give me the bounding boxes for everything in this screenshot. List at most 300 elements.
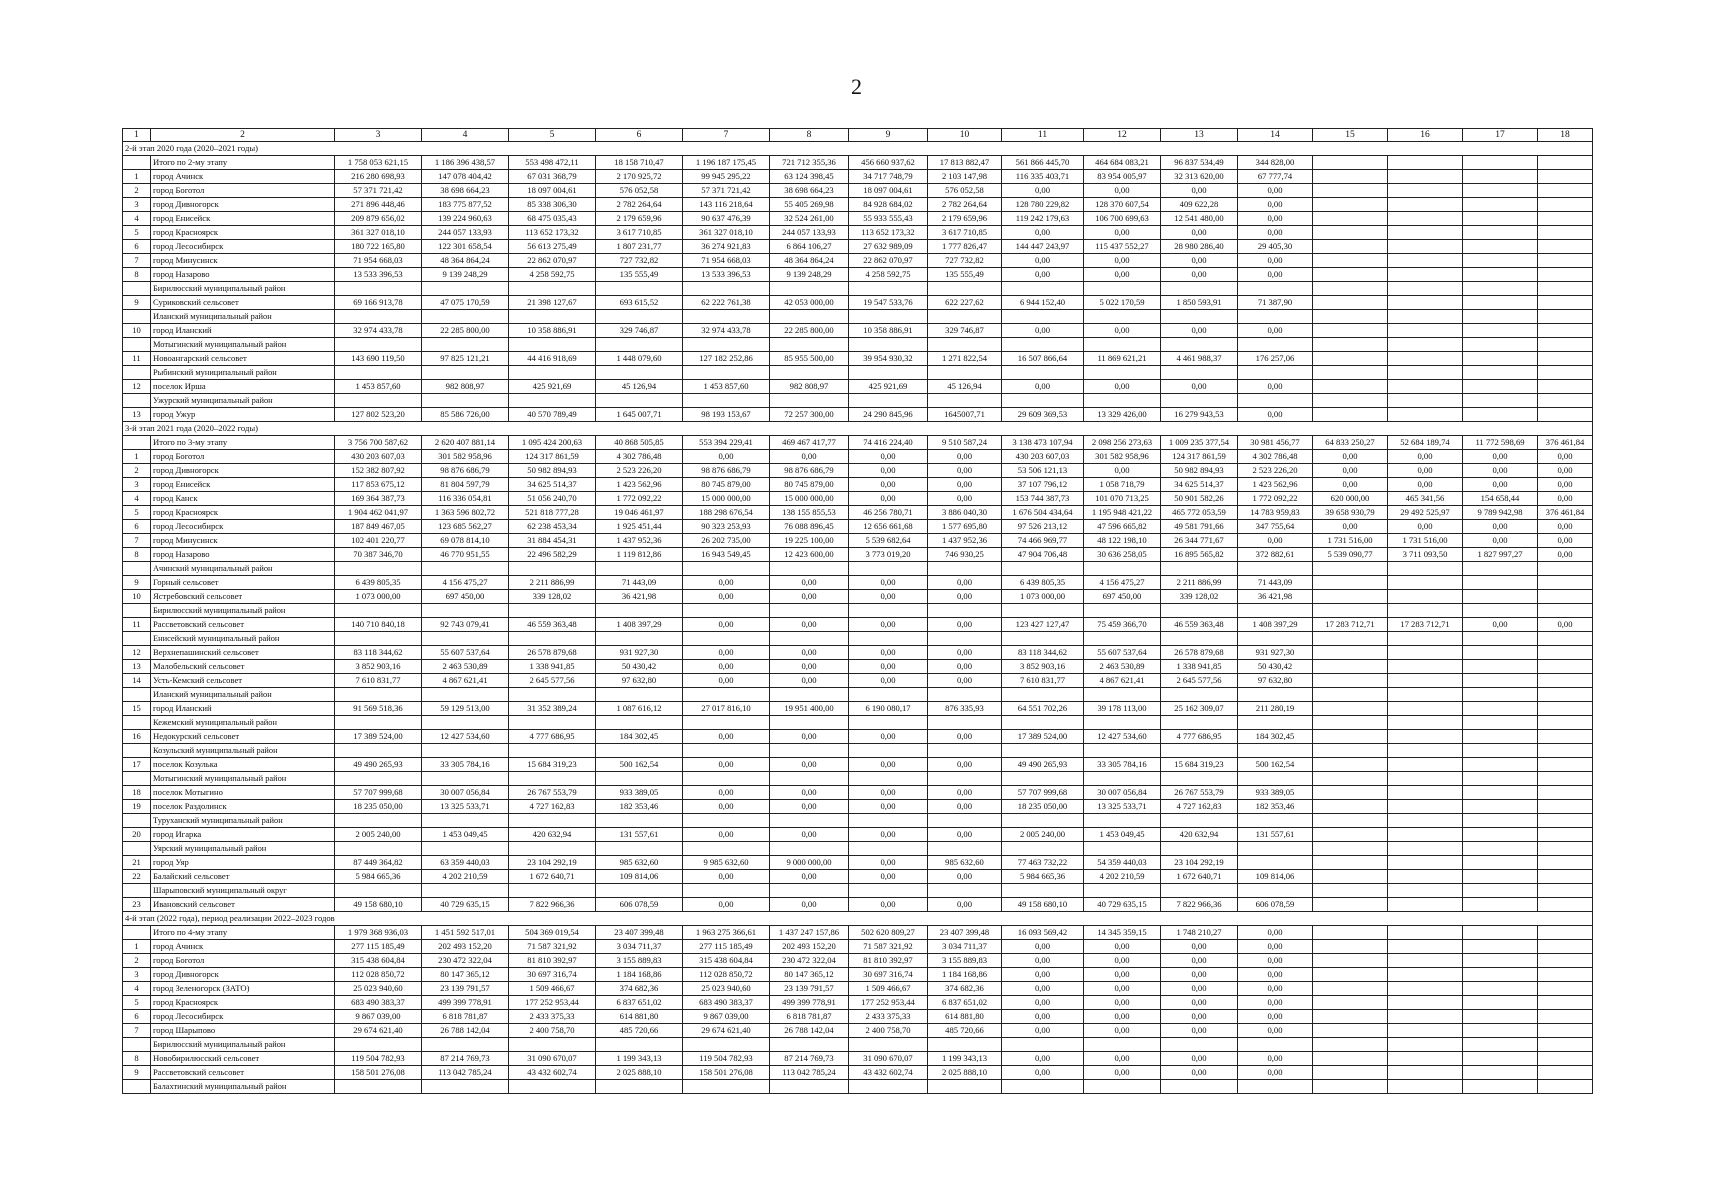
- value-cell: [1538, 940, 1593, 954]
- table-cell: [1463, 744, 1538, 758]
- value-cell: [1538, 352, 1593, 366]
- municipality-name: город Назарово: [151, 548, 335, 562]
- table-cell: [1161, 1080, 1238, 1094]
- value-cell: 7 822 966,36: [509, 898, 596, 912]
- value-cell: 26 578 879,68: [509, 646, 596, 660]
- municipality-name: город Минусинск: [151, 534, 335, 548]
- value-cell: 29 405,30: [1238, 240, 1313, 254]
- value-cell: 127 802 523,20: [335, 408, 422, 422]
- value-cell: 92 743 079,41: [422, 618, 509, 632]
- value-cell: 0,00: [1538, 478, 1593, 492]
- value-cell: 0,00: [849, 800, 928, 814]
- value-cell: 102 401 220,77: [335, 534, 422, 548]
- table-cell: [928, 282, 1002, 296]
- value-cell: 4 727 162,83: [509, 800, 596, 814]
- row-number: 15: [123, 702, 151, 716]
- value-cell: 17 389 524,00: [335, 730, 422, 744]
- table-cell: [683, 688, 770, 702]
- value-cell: 11 772 598,69: [1463, 436, 1538, 450]
- value-cell: 7 610 831,77: [1002, 674, 1084, 688]
- value-cell: 0,00: [1238, 982, 1313, 996]
- value-cell: 74 416 224,40: [849, 436, 928, 450]
- table-cell: [770, 366, 849, 380]
- value-cell: 933 389,05: [1238, 786, 1313, 800]
- value-cell: 17 813 882,47: [928, 156, 1002, 170]
- value-cell: [1313, 940, 1388, 954]
- table-cell: [1388, 562, 1463, 576]
- value-cell: [1313, 184, 1388, 198]
- value-cell: 1 672 640,71: [1161, 870, 1238, 884]
- table-row: [123, 156, 1593, 170]
- table-row: [123, 856, 1593, 870]
- column-number: 13: [1161, 129, 1238, 142]
- value-cell: 29 674 621,40: [335, 1024, 422, 1038]
- table-cell: [1463, 394, 1538, 408]
- municipality-name: город Дивногорск: [151, 968, 335, 982]
- value-cell: 2 179 659,96: [596, 212, 683, 226]
- value-cell: 158 501 276,08: [683, 1066, 770, 1080]
- value-cell: 420 632,94: [1161, 828, 1238, 842]
- district-name: Рыбинский муниципальный район: [151, 366, 335, 380]
- table-cell: [422, 632, 509, 646]
- value-cell: 30 007 056,84: [422, 786, 509, 800]
- municipality-name: город Канск: [151, 492, 335, 506]
- value-cell: 985 632,60: [596, 856, 683, 870]
- value-cell: 64 833 250,27: [1313, 436, 1388, 450]
- value-cell: 0,00: [1238, 226, 1313, 240]
- row-number: [123, 394, 151, 408]
- value-cell: 0,00: [770, 828, 849, 842]
- value-cell: 727 732,82: [928, 254, 1002, 268]
- row-number: 18: [123, 786, 151, 800]
- table-cell: [770, 310, 849, 324]
- value-cell: 721 712 355,36: [770, 156, 849, 170]
- value-cell: [1388, 660, 1463, 674]
- value-cell: 0,00: [1002, 996, 1084, 1010]
- value-cell: 0,00: [1238, 954, 1313, 968]
- table-row: [123, 618, 1593, 632]
- value-cell: 0,00: [1161, 184, 1238, 198]
- value-cell: 0,00: [928, 646, 1002, 660]
- value-cell: 0,00: [683, 576, 770, 590]
- row-number: [123, 632, 151, 646]
- value-cell: 0,00: [1538, 450, 1593, 464]
- value-cell: 119 504 782,93: [335, 1052, 422, 1066]
- table-cell: [335, 310, 422, 324]
- value-cell: 90 637 476,39: [683, 212, 770, 226]
- table-cell: [849, 884, 928, 898]
- value-cell: 90 323 253,93: [683, 520, 770, 534]
- value-cell: 12 423 600,00: [770, 548, 849, 562]
- value-cell: 6 837 651,02: [928, 996, 1002, 1010]
- value-cell: 0,00: [1002, 226, 1084, 240]
- table-cell: [596, 716, 683, 730]
- table-cell: [596, 310, 683, 324]
- value-cell: [1538, 758, 1593, 772]
- value-cell: [1538, 576, 1593, 590]
- value-cell: 16 895 565,82: [1161, 548, 1238, 562]
- value-cell: 50 430,42: [1238, 660, 1313, 674]
- value-cell: 64 551 702,26: [1002, 702, 1084, 716]
- value-cell: 26 344 771,67: [1161, 534, 1238, 548]
- table-cell: [683, 814, 770, 828]
- table-cell: [335, 1080, 422, 1094]
- table-cell: [422, 282, 509, 296]
- value-cell: 0,00: [1084, 940, 1161, 954]
- value-cell: 49 158 680,10: [335, 898, 422, 912]
- value-cell: 1 195 948 421,22: [1084, 506, 1161, 520]
- value-cell: [1313, 954, 1388, 968]
- table-cell: [1161, 604, 1238, 618]
- value-cell: 6 818 781,87: [422, 1010, 509, 1024]
- value-cell: 84 928 684,02: [849, 198, 928, 212]
- value-cell: [1463, 1010, 1538, 1024]
- table-cell: [928, 814, 1002, 828]
- municipality-name: Новоангарский сельсовет: [151, 352, 335, 366]
- value-cell: 4 777 686,95: [509, 730, 596, 744]
- value-cell: 33 305 784,16: [1084, 758, 1161, 772]
- row-number: 10: [123, 590, 151, 604]
- table-row: [123, 506, 1593, 520]
- district-name: Иланский муниципальный район: [151, 688, 335, 702]
- row-number: [123, 1038, 151, 1052]
- district-name: Балахтинский муниципальный район: [151, 1080, 335, 1094]
- value-cell: 0,00: [928, 758, 1002, 772]
- table-cell: [1463, 1080, 1538, 1094]
- value-cell: 0,00: [1002, 268, 1084, 282]
- value-cell: 83 954 005,97: [1084, 170, 1161, 184]
- value-cell: 1 453 049,45: [1084, 828, 1161, 842]
- value-cell: 0,00: [1238, 926, 1313, 940]
- value-cell: 3 155 889,83: [596, 954, 683, 968]
- value-cell: 23 104 292,19: [509, 856, 596, 870]
- table-cell: [509, 884, 596, 898]
- value-cell: 36 274 921,83: [683, 240, 770, 254]
- value-cell: 0,00: [1002, 1066, 1084, 1080]
- table-cell: [928, 1080, 1002, 1094]
- value-cell: 3 155 889,83: [928, 954, 1002, 968]
- value-cell: [1238, 856, 1313, 870]
- value-cell: [1538, 856, 1593, 870]
- table-cell: [596, 1038, 683, 1052]
- value-cell: 1 184 168,86: [928, 968, 1002, 982]
- value-cell: 19 951 400,00: [770, 702, 849, 716]
- value-cell: 27 632 989,09: [849, 240, 928, 254]
- value-cell: 46 559 363,48: [1161, 618, 1238, 632]
- value-cell: 1 758 053 621,15: [335, 156, 422, 170]
- value-cell: 10 358 886,91: [849, 324, 928, 338]
- table-cell: [1388, 282, 1463, 296]
- table-cell: [849, 394, 928, 408]
- value-cell: 0,00: [770, 800, 849, 814]
- table-cell: [1238, 282, 1313, 296]
- district-name: Козульский муниципальный район: [151, 744, 335, 758]
- value-cell: 131 557,61: [596, 828, 683, 842]
- value-cell: 177 252 953,44: [849, 996, 928, 1010]
- table-cell: [1538, 310, 1593, 324]
- value-cell: 13 533 396,53: [335, 268, 422, 282]
- table-cell: [1313, 884, 1388, 898]
- value-cell: 0,00: [683, 450, 770, 464]
- table-cell: [928, 366, 1002, 380]
- district-header-row: [123, 632, 1593, 646]
- value-cell: 72 257 300,00: [770, 408, 849, 422]
- value-cell: 0,00: [849, 856, 928, 870]
- value-cell: 48 364 864,24: [770, 254, 849, 268]
- value-cell: 87 449 364,82: [335, 856, 422, 870]
- table-row: [123, 436, 1593, 450]
- value-cell: [1463, 1052, 1538, 1066]
- value-cell: 485 720,66: [928, 1024, 1002, 1038]
- table-cell: [1238, 604, 1313, 618]
- value-cell: 57 371 721,42: [335, 184, 422, 198]
- value-cell: 2 170 925,72: [596, 170, 683, 184]
- value-cell: 0,00: [849, 870, 928, 884]
- row-number: 6: [123, 240, 151, 254]
- value-cell: 40 868 505,85: [596, 436, 683, 450]
- value-cell: 1 748 210,27: [1161, 926, 1238, 940]
- value-cell: 0,00: [770, 450, 849, 464]
- table-cell: [770, 282, 849, 296]
- municipality-name: город Иланский: [151, 324, 335, 338]
- value-cell: 230 472 322,04: [770, 954, 849, 968]
- value-cell: [1463, 408, 1538, 422]
- table-cell: [928, 632, 1002, 646]
- value-cell: 622 227,62: [928, 296, 1002, 310]
- row-number: [123, 688, 151, 702]
- value-cell: 143 690 119,50: [335, 352, 422, 366]
- table-row: [123, 786, 1593, 800]
- row-number: 5: [123, 996, 151, 1010]
- value-cell: 11 869 621,21: [1084, 352, 1161, 366]
- row-number: 3: [123, 478, 151, 492]
- value-cell: 49 158 680,10: [1002, 898, 1084, 912]
- value-cell: 2 400 758,70: [849, 1024, 928, 1038]
- value-cell: [1538, 954, 1593, 968]
- value-cell: 4 867 621,41: [422, 674, 509, 688]
- row-number: 23: [123, 898, 151, 912]
- table-cell: [928, 310, 1002, 324]
- value-cell: [1463, 324, 1538, 338]
- table-cell: [509, 772, 596, 786]
- value-cell: 4 156 475,27: [1084, 576, 1161, 590]
- table-cell: [1463, 282, 1538, 296]
- value-cell: 16 279 943,53: [1161, 408, 1238, 422]
- value-cell: 500 162,54: [596, 758, 683, 772]
- value-cell: 1 073 000,00: [335, 590, 422, 604]
- value-cell: 80 147 365,12: [770, 968, 849, 982]
- value-cell: 0,00: [1002, 324, 1084, 338]
- table-cell: [335, 338, 422, 352]
- value-cell: 3 034 711,37: [928, 940, 1002, 954]
- table-cell: [1161, 632, 1238, 646]
- value-cell: [1538, 702, 1593, 716]
- value-cell: 135 555,49: [928, 268, 1002, 282]
- value-cell: 0,00: [1388, 450, 1463, 464]
- value-cell: 430 203 607,03: [1002, 450, 1084, 464]
- value-cell: 123 427 127,47: [1002, 618, 1084, 632]
- value-cell: 39 178 113,00: [1084, 702, 1161, 716]
- value-cell: 0,00: [1161, 996, 1238, 1010]
- value-cell: 2 098 256 273,63: [1084, 436, 1161, 450]
- value-cell: 0,00: [1002, 254, 1084, 268]
- value-cell: 18 158 710,47: [596, 156, 683, 170]
- value-cell: [1538, 898, 1593, 912]
- value-cell: 48 364 864,24: [422, 254, 509, 268]
- value-cell: 28 980 286,40: [1161, 240, 1238, 254]
- value-cell: 113 652 173,32: [509, 226, 596, 240]
- table-row: [123, 674, 1593, 688]
- municipality-name: город Лесосибирск: [151, 240, 335, 254]
- value-cell: [1388, 212, 1463, 226]
- value-cell: 169 364 387,73: [335, 492, 422, 506]
- value-cell: 301 582 958,96: [1084, 450, 1161, 464]
- row-number: 2: [123, 954, 151, 968]
- value-cell: 0,00: [928, 828, 1002, 842]
- table-cell: [683, 394, 770, 408]
- value-cell: 0,00: [1084, 968, 1161, 982]
- table-row: [123, 1024, 1593, 1038]
- table-row: [123, 996, 1593, 1010]
- value-cell: 69 166 913,78: [335, 296, 422, 310]
- table-cell: [1002, 310, 1084, 324]
- table-cell: [596, 282, 683, 296]
- table-cell: [849, 310, 928, 324]
- value-cell: 0,00: [1538, 520, 1593, 534]
- district-name: Кежемский муниципальный район: [151, 716, 335, 730]
- value-cell: 123 685 562,27: [422, 520, 509, 534]
- value-cell: [1313, 702, 1388, 716]
- municipality-name: Итого по 4-му этапу: [151, 926, 335, 940]
- value-cell: [1463, 352, 1538, 366]
- table-cell: [683, 366, 770, 380]
- value-cell: [1463, 800, 1538, 814]
- value-cell: 31 090 670,07: [509, 1052, 596, 1066]
- value-cell: 70 387 346,70: [335, 548, 422, 562]
- value-cell: 1 448 079,60: [596, 352, 683, 366]
- table-cell: [1313, 772, 1388, 786]
- value-cell: 1 196 187 175,45: [683, 156, 770, 170]
- table-row: [123, 982, 1593, 996]
- table-cell: [1161, 772, 1238, 786]
- municipality-name: город Енисейск: [151, 478, 335, 492]
- value-cell: 425 921,69: [509, 380, 596, 394]
- value-cell: 9 510 587,24: [928, 436, 1002, 450]
- value-cell: 27 017 816,10: [683, 702, 770, 716]
- district-header-row: [123, 814, 1593, 828]
- value-cell: [1313, 828, 1388, 842]
- value-cell: 0,00: [849, 576, 928, 590]
- value-cell: 0,00: [770, 730, 849, 744]
- value-cell: 0,00: [849, 646, 928, 660]
- table-row: [123, 576, 1593, 590]
- table-cell: [849, 1038, 928, 1052]
- value-cell: 14 345 359,15: [1084, 926, 1161, 940]
- table-cell: [509, 282, 596, 296]
- value-cell: [1388, 226, 1463, 240]
- table-cell: [1313, 1038, 1388, 1052]
- table-cell: [1538, 394, 1593, 408]
- column-number: 4: [422, 129, 509, 142]
- value-cell: 0,00: [1313, 464, 1388, 478]
- value-cell: 38 698 664,23: [770, 184, 849, 198]
- table-cell: [1002, 884, 1084, 898]
- table-cell: [683, 1080, 770, 1094]
- value-cell: 1 904 462 041,97: [335, 506, 422, 520]
- table-cell: [1084, 814, 1161, 828]
- table-cell: [1313, 1080, 1388, 1094]
- value-cell: 57 707 999,68: [1002, 786, 1084, 800]
- value-cell: [1388, 198, 1463, 212]
- value-cell: 49 490 265,93: [1002, 758, 1084, 772]
- value-cell: 0,00: [1002, 954, 1084, 968]
- table-cell: [1238, 632, 1313, 646]
- value-cell: [1388, 940, 1463, 954]
- value-cell: 180 722 165,80: [335, 240, 422, 254]
- value-cell: 52 684 189,74: [1388, 436, 1463, 450]
- value-cell: 1 645 007,71: [596, 408, 683, 422]
- table-row: [123, 268, 1593, 282]
- table-row: [123, 478, 1593, 492]
- value-cell: 5 022 170,59: [1084, 296, 1161, 310]
- value-cell: 0,00: [1463, 520, 1538, 534]
- value-cell: 499 399 778,91: [770, 996, 849, 1010]
- value-cell: 5 984 665,36: [335, 870, 422, 884]
- value-cell: 372 882,61: [1238, 548, 1313, 562]
- table-row: [123, 660, 1593, 674]
- value-cell: 1 850 593,91: [1161, 296, 1238, 310]
- table-cell: [1313, 338, 1388, 352]
- value-cell: 48 122 198,10: [1084, 534, 1161, 548]
- row-number: 4: [123, 982, 151, 996]
- table-cell: [596, 366, 683, 380]
- row-number: 1: [123, 450, 151, 464]
- table-cell: [1084, 842, 1161, 856]
- value-cell: [1538, 828, 1593, 842]
- row-number: [123, 338, 151, 352]
- value-cell: 139 224 960,63: [422, 212, 509, 226]
- value-cell: 244 057 133,93: [770, 226, 849, 240]
- value-cell: 0,00: [1238, 380, 1313, 394]
- table-cell: [683, 1038, 770, 1052]
- value-cell: 521 818 777,28: [509, 506, 596, 520]
- value-cell: [1463, 590, 1538, 604]
- value-cell: 57 707 999,68: [335, 786, 422, 800]
- table-cell: [1463, 310, 1538, 324]
- table-cell: [596, 394, 683, 408]
- value-cell: 2 005 240,00: [1002, 828, 1084, 842]
- column-number: 8: [770, 129, 849, 142]
- value-cell: 97 632,80: [596, 674, 683, 688]
- value-cell: 85 586 726,00: [422, 408, 509, 422]
- table-cell: [596, 842, 683, 856]
- value-cell: 0,00: [770, 898, 849, 912]
- value-cell: [1538, 324, 1593, 338]
- value-cell: 339 128,02: [1161, 590, 1238, 604]
- table-cell: [849, 814, 928, 828]
- table-cell: [928, 744, 1002, 758]
- table-cell: [1538, 884, 1593, 898]
- table-cell: [1538, 604, 1593, 618]
- value-cell: 0,00: [1161, 1052, 1238, 1066]
- value-cell: 0,00: [928, 478, 1002, 492]
- table-cell: [1313, 604, 1388, 618]
- value-cell: 553 498 472,11: [509, 156, 596, 170]
- table-cell: [1161, 394, 1238, 408]
- value-cell: 0,00: [770, 590, 849, 604]
- value-cell: 0,00: [849, 590, 928, 604]
- table-cell: [596, 744, 683, 758]
